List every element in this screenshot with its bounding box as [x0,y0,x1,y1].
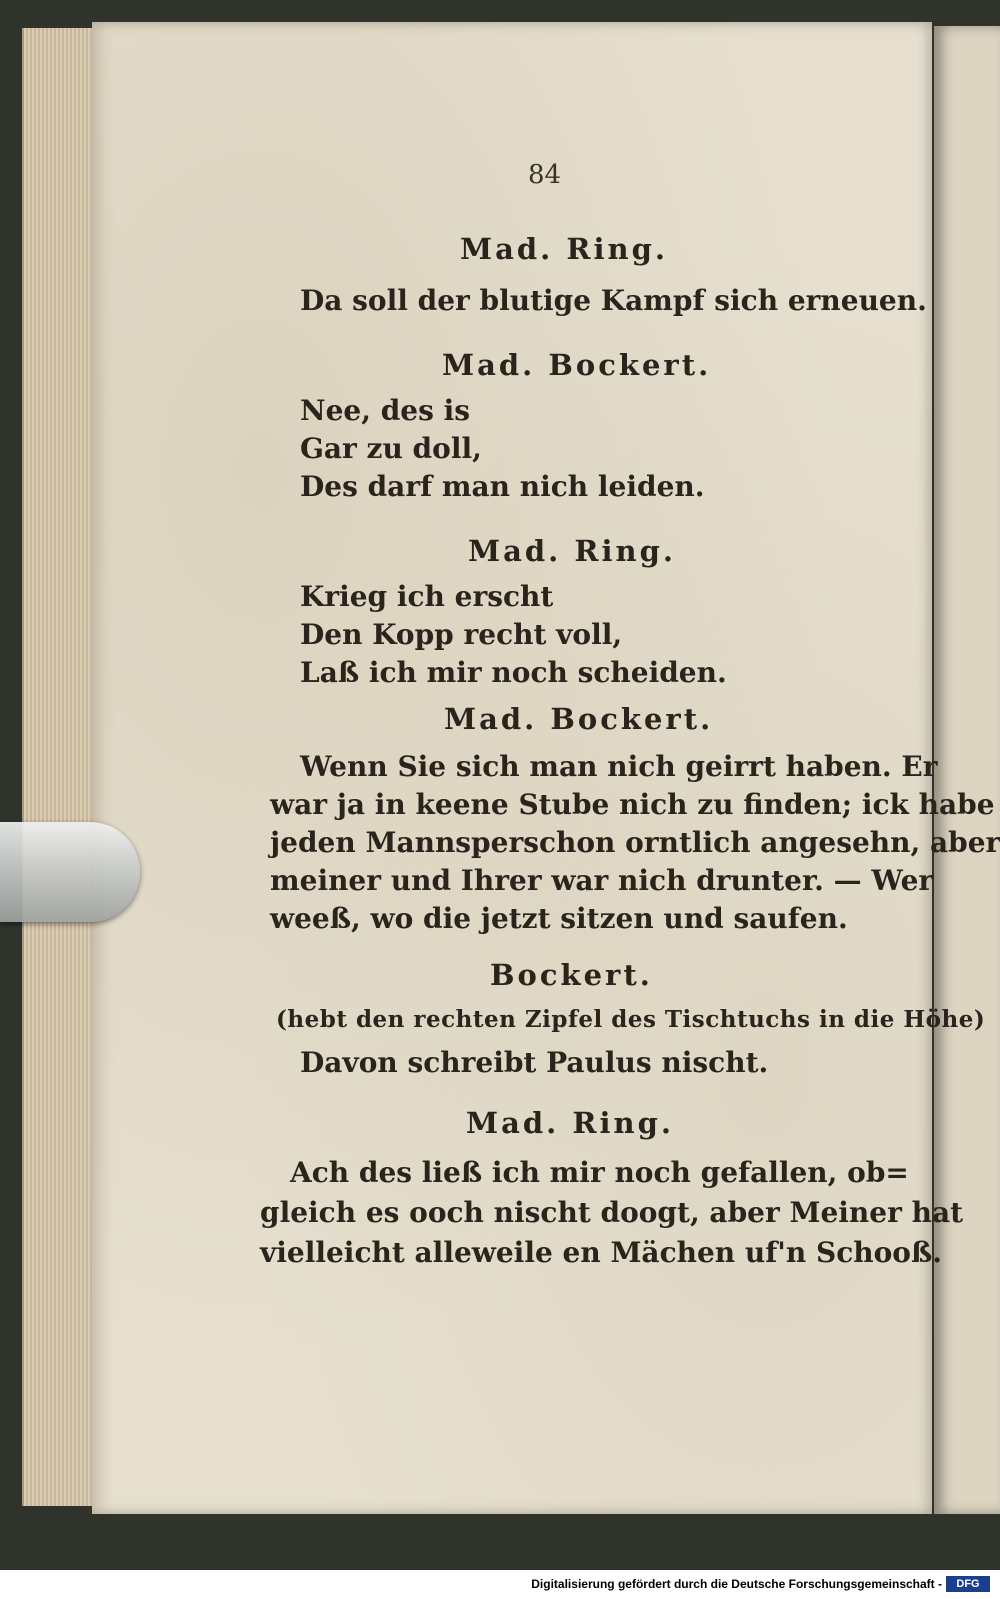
footer-bar [0,1570,1000,1599]
facing-page-edge [934,26,1000,1514]
prose-line: Wenn Sie sich man nich geirrt haben. Er [300,750,938,783]
dfg-logo-icon: DFG [946,1576,990,1592]
page-number: 84 [528,160,562,190]
prose-line: vielleicht alleweile en Mächen uf'n Schooß. [260,1236,942,1269]
verse-line: Da soll der blutige Kampf sich erneuen. [300,284,927,317]
prose-line: war ja in keene Stube nich zu finden; ick habe [270,788,995,821]
verse-line: Davon schreibt Paulus nischt. [300,1046,769,1079]
funding-notice: Digitalisierung gefördert durch die Deutsche Forschungsgemeinschaft - [531,1577,942,1591]
verse-line: Krieg ich erscht [300,580,554,613]
verse-line: Gar zu doll, [300,432,482,465]
prose-line: jeden Mannsperschon orntlich angesehn, aber [270,826,1000,859]
stage-direction: (hebt den rechten Zipfel des Tischtuchs in die Höhe) [276,1006,986,1033]
speaker-heading: Mad. Ring. [466,1106,674,1140]
verse-line: Laß ich mir noch scheiden. [300,656,727,689]
verse-line: Nee, des is [300,394,471,427]
prose-line: Ach des ließ ich mir noch gefallen, ob= [290,1156,909,1189]
prose-line: meiner und Ihrer war nich drunter. — Wer [270,864,934,897]
prose-line: gleich es ooch nischt doogt, aber Meiner hat [260,1196,964,1229]
speaker-heading: Bockert. [490,958,653,992]
speaker-heading: Mad. Bockert. [442,348,712,382]
book-page [92,22,1000,1514]
speaker-heading: Mad. Bockert. [444,702,714,736]
verse-line: Des darf man nich leiden. [300,470,705,503]
speaker-heading: Mad. Ring. [468,534,676,568]
speaker-heading: Mad. Ring. [460,232,668,266]
page-holder-clip [0,822,140,922]
prose-line: weeß, wo die jetzt sitzen und saufen. [270,902,848,935]
verse-line: Den Kopp recht voll, [300,618,623,651]
